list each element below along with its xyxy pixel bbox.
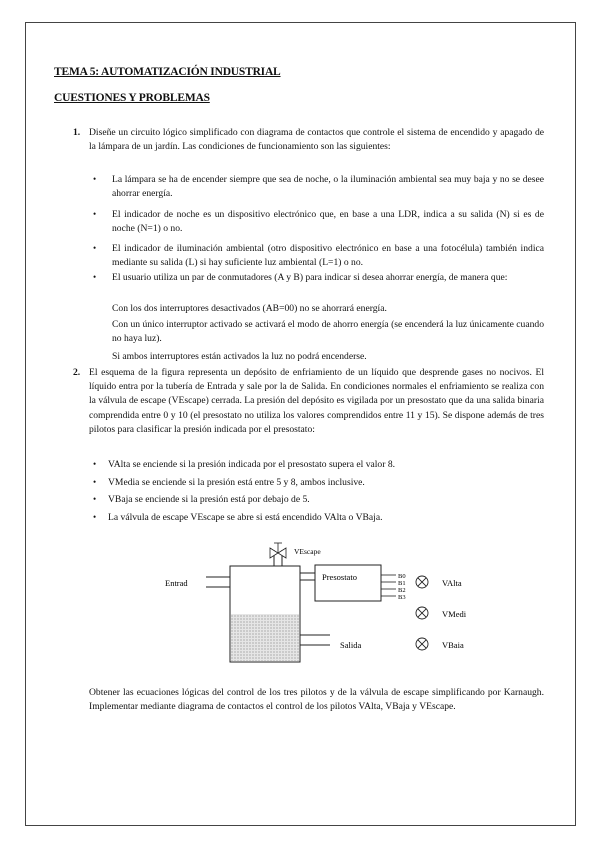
inlet-label: Entrad: [165, 578, 188, 588]
question-1-number: 1.: [73, 127, 81, 138]
pressure-switch-box: [315, 565, 381, 601]
bullet-dot: •: [93, 243, 97, 253]
bullet-dot: •: [93, 512, 97, 522]
question-2-closing: Obtener las ecuaciones lógicas del control de los tres pilotos y de la válvula de escape simplificando por Karnaugh. Implementar mediante diagrama de contactos el control de los pilotos VAlta, VBaja y VEscape.: [89, 687, 544, 713]
question-2-bullet: La válvula de escape VEscape se abre si está encendido VAlta o VBaja.: [108, 512, 383, 523]
question-1-subline: Con los dos interruptores desactivados (AB=00) no se ahorrará energía.: [112, 303, 387, 314]
outlet-label: Salida: [340, 640, 362, 650]
lamp-label: VAlta: [442, 578, 462, 588]
question-2-intro: El esquema de la figura representa un depósito de enfriamiento de un líquido que desprende gases no nocivos. El líquido entra por la tubería de Entrada y sale por la de Salida. En condiciones normales el enfriamiento se realiza con la válvula de escape (VEscape) cerrada. La presión del depósito es vigilada por un presostato que da una salida binaria comprendida entre 0 y 10 (el presostato no utiliza los valores comprendidos entre 11 y 15). Se dispone además de tres pilotos para clasificar la presión indicada por el presostato:: [89, 367, 544, 435]
bullet-dot: •: [93, 459, 97, 469]
bit-label: B3: [398, 594, 406, 601]
bullet-dot: •: [93, 174, 97, 184]
question-2-number: 2.: [73, 367, 81, 378]
bullet-dot: •: [93, 477, 97, 487]
valve-label: VEscape: [294, 547, 321, 556]
question-1-subline: Si ambos interruptores están activados la luz no podrá encenderse.: [112, 351, 367, 362]
lamp-label: VBaia: [442, 640, 464, 650]
question-1-intro: Diseñe un circuito lógico simplificado con diagrama de contactos que controle el sistema de encendido y apagado de la lámpara de un jardín. Las condiciones de funcionamiento son las siguientes:: [89, 127, 544, 153]
question-1-bullet: La lámpara se ha de encender siempre que sea de noche, o la iluminación ambiental sea muy baja y no se desee ahorrar energía.: [112, 174, 544, 200]
page-title: TEMA 5: AUTOMATIZACIÓN INDUSTRIAL: [54, 66, 281, 78]
question-1-subline: Con un único interruptor activado se activará el modo de ahorro energía (se encenderá la luz únicamente cuando no haya luz).: [112, 319, 544, 345]
lamp-valta-icon: [416, 576, 428, 588]
lamp-vmedia-icon: [416, 607, 428, 619]
question-1-bullet: El indicador de iluminación ambiental (otro dispositivo electrónico en base a una fotocélula) también indica mediante su salida (L) si hay suficiente luz ambiental (L=1) o no.: [112, 243, 544, 269]
liquid: [231, 614, 299, 661]
lamp-label: VMedi: [442, 609, 467, 619]
pressure-switch-label: Presostato: [322, 572, 357, 582]
question-2-bullet: VAlta se enciende si la presión indicada por el presostato supera el valor 8.: [108, 459, 396, 470]
section-subtitle: CUESTIONES Y PROBLEMAS: [54, 92, 210, 104]
bullet-dot: •: [93, 209, 97, 219]
lamp-vbaja-icon: [416, 638, 428, 650]
question-1-bullet: El usuario utiliza un par de conmutadores (A y B) para indicar si desea ahorrar energía, de manera que:: [112, 272, 508, 283]
bullet-dot: •: [93, 494, 97, 504]
bit-label: B1: [398, 580, 406, 587]
bit-label: B2: [398, 587, 406, 594]
tank-diagram: [150, 540, 490, 670]
question-1-bullet: El indicador de noche es un dispositivo electrónico que, en base a una LDR, indica a su salida (N) si es de noche (N=1) o no.: [112, 209, 544, 235]
question-2-bullet: VMedia se enciende si la presión está entre 5 y 8, ambos inclusive.: [108, 477, 365, 488]
bit-label: B0: [398, 573, 406, 580]
question-2-bullet: VBaja se enciende si la presión está por debajo de 5.: [108, 494, 310, 505]
bullet-dot: •: [93, 272, 97, 282]
